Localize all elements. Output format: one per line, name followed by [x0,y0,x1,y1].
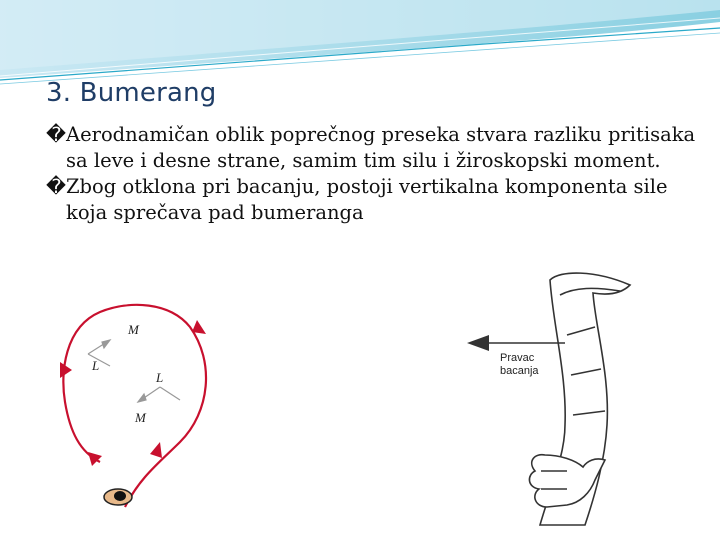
flight-path-figure [20,292,210,527]
thrower-hand-icon [104,489,132,505]
bullet-item [46,122,696,174]
boomerang-throw-figure [455,265,680,530]
label-moment-bottom: M [135,410,146,425]
bullet-marker-icon: � [46,175,66,198]
bullet-list [46,122,696,226]
slide-title: 3. Bumerang [46,78,217,108]
throw-direction-label-line2: bacanja [500,365,539,377]
label-lift-right: L [156,370,164,385]
throw-direction-label-line1: Pravac [500,352,535,364]
bullet-text: Zbog otklona pri bacanju, postoji vertikalna komponenta sile koja sprečava pad bumeranga [66,175,668,224]
bullet-marker-icon: � [46,123,66,146]
label-moment-top: M [128,322,139,337]
label-lift-left: L [92,358,100,373]
header-wave-decoration [0,0,720,90]
bullet-text: Aerodnamičan oblik poprečnog preseka stvara razliku pritisaka sa leve i desne strane, samim tim silu i žiroskopski moment. [66,123,696,172]
bullet-item [46,174,696,226]
